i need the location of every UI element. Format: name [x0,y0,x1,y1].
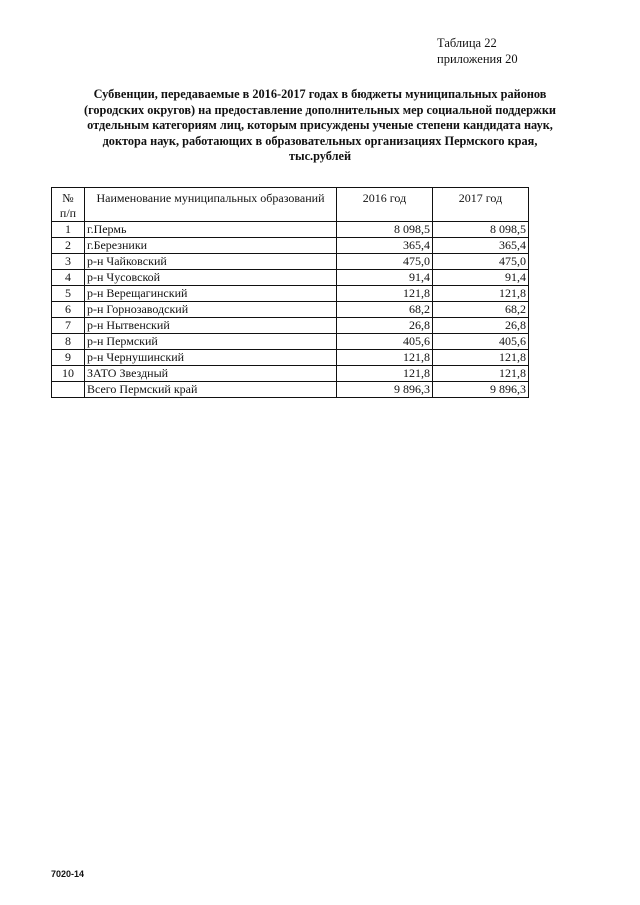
total-num [52,382,85,398]
row-2016: 8 098,5 [337,222,433,238]
row-2016: 26,8 [337,318,433,334]
row-2017: 121,8 [433,286,529,302]
row-name: ЗАТО Звездный [85,366,337,382]
row-num: 4 [52,270,85,286]
table-row [52,286,529,302]
table-row [52,238,529,254]
document-title [40,87,600,165]
header-num-line1: № [62,191,74,205]
total-2016: 9 896,3 [337,382,433,398]
header-2017: 2017 год [433,188,529,222]
row-2016: 475,0 [337,254,433,270]
table-row [52,302,529,318]
row-name: р-н Горнозаводский [85,302,337,318]
title-line: (городских округов) на предоставление дополнительных мер социальной поддержки [83,102,557,117]
row-2016: 68,2 [337,302,433,318]
row-name: г.Пермь [85,222,337,238]
row-num: 8 [52,334,85,350]
header-num-line2: п/п [59,206,77,220]
row-2016: 121,8 [337,366,433,382]
row-2017: 405,6 [433,334,529,350]
row-name: р-н Верещагинский [85,286,337,302]
row-2017: 121,8 [433,366,529,382]
document-code: 7020-14 [51,869,85,879]
row-2017: 121,8 [433,350,529,366]
table-row [52,334,529,350]
header-name: Наименование муниципальных образований [85,188,337,222]
total-2017: 9 896,3 [433,382,529,398]
row-num: 1 [52,222,85,238]
row-num: 9 [52,350,85,366]
table-header-row [52,188,529,222]
row-num: 3 [52,254,85,270]
table-row [52,350,529,366]
table-row [52,222,529,238]
row-2016: 91,4 [337,270,433,286]
row-2016: 405,6 [337,334,433,350]
row-name: р-н Чернушинский [85,350,337,366]
table-row [52,366,529,382]
header-2016: 2016 год [337,188,433,222]
title-line: Субвенции, передаваемые в 2016-2017 годах в бюджеты муниципальных районов [93,87,547,101]
title-line: отдельным категориям лиц, которым присуждены ученые степени кандидата наук, [87,118,553,132]
row-2017: 365,4 [433,238,529,254]
total-row [52,382,529,398]
row-name: г.Березники [85,238,337,254]
subventions-table [51,187,529,398]
page-reference [437,35,518,67]
row-name: р-н Пермский [85,334,337,350]
row-num: 6 [52,302,85,318]
header-num [52,188,85,222]
table-label: Таблица 22 [437,36,497,50]
title-line: тыс.рублей [288,149,352,163]
table-row [52,270,529,286]
title-line: доктора наук, работающих в образовательных организациях Пермского края, [102,133,538,148]
row-2017: 91,4 [433,270,529,286]
table-row [52,318,529,334]
total-name: Всего Пермский край [85,382,337,398]
row-2016: 121,8 [337,350,433,366]
row-2017: 26,8 [433,318,529,334]
row-name: р-н Нытвенский [85,318,337,334]
row-2017: 68,2 [433,302,529,318]
row-2016: 121,8 [337,286,433,302]
row-2016: 365,4 [337,238,433,254]
row-2017: 8 098,5 [433,222,529,238]
row-num: 7 [52,318,85,334]
row-num: 10 [52,366,85,382]
row-2017: 475,0 [433,254,529,270]
row-num: 2 [52,238,85,254]
row-name: р-н Чайковский [85,254,337,270]
table-row [52,254,529,270]
row-name: р-н Чусовской [85,270,337,286]
row-num: 5 [52,286,85,302]
appendix-label: приложения 20 [437,52,518,66]
